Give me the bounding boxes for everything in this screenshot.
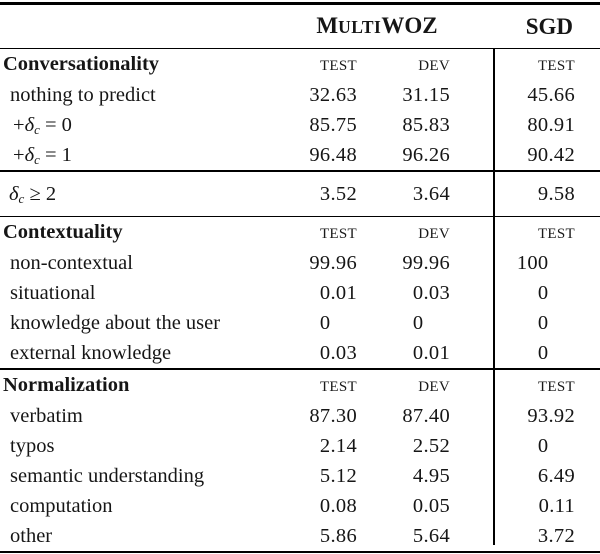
value-cell <box>278 172 357 216</box>
value-cell <box>357 401 450 431</box>
label-part: = 0 <box>39 114 72 136</box>
value-cell <box>450 80 600 110</box>
value: 0.01 <box>412 342 450 364</box>
value-cell <box>450 110 600 140</box>
value-cell <box>357 80 450 110</box>
multiwoz-smallcaps: ULTI <box>338 16 382 37</box>
row-label <box>0 172 278 221</box>
value-cell <box>450 248 600 278</box>
table-row <box>0 401 600 431</box>
row-label: situational <box>10 282 96 304</box>
label-part: δ <box>9 182 19 205</box>
row-label: non-contextual <box>10 252 133 274</box>
label-part: = 1 <box>39 144 72 166</box>
table-section <box>0 49 600 170</box>
value: 0.03 <box>319 342 357 364</box>
table-row <box>0 431 600 461</box>
column-separator-rule <box>493 48 495 545</box>
value: 85.75 <box>309 114 357 136</box>
row-label: other <box>10 524 53 547</box>
value: 99.96 <box>402 252 450 274</box>
value-cell <box>278 431 357 461</box>
table-row <box>0 172 600 216</box>
value: 96.26 <box>402 144 450 166</box>
value: 5.12 <box>319 464 357 487</box>
value-cell <box>357 172 450 216</box>
value-cell <box>450 338 600 368</box>
table-header-row <box>0 5 600 48</box>
value: 87.30 <box>309 404 357 427</box>
value-cell <box>357 491 450 521</box>
table-section <box>0 370 600 551</box>
value: 3.52 <box>319 182 357 205</box>
label-part: + <box>13 114 25 136</box>
value: 2.14 <box>319 434 357 457</box>
value: 99.96 <box>309 252 357 274</box>
value-cell <box>450 461 600 491</box>
value-cell <box>278 278 357 308</box>
value-cell <box>450 172 600 216</box>
label-part: c <box>18 190 25 206</box>
value: 0.03 <box>412 282 450 304</box>
bottom-rule <box>0 551 600 554</box>
value-cell <box>357 461 450 491</box>
column-subheader: TEST <box>537 226 575 242</box>
column-subheader: TEST <box>537 58 575 74</box>
table-row <box>0 248 600 278</box>
value-cell <box>357 110 450 140</box>
value-cell <box>450 140 600 170</box>
row-label: typos <box>10 434 55 457</box>
value-cell <box>278 308 357 338</box>
section-header-row <box>0 370 600 401</box>
value: 0 <box>412 312 424 334</box>
value: 93.92 <box>527 404 575 427</box>
section-title: Normalization <box>3 373 130 396</box>
value: 5.86 <box>319 524 357 547</box>
row-label: knowledge about the user <box>10 312 221 334</box>
row-label <box>0 140 278 175</box>
value: 45.66 <box>527 84 575 106</box>
row-label: computation <box>10 494 113 517</box>
label-part: δ <box>24 114 35 136</box>
value: 32.63 <box>309 84 357 106</box>
column-subheader: TEST <box>319 226 357 242</box>
row-label: verbatim <box>10 404 83 427</box>
value-cell <box>278 110 357 140</box>
value: 6.49 <box>537 464 575 487</box>
value-cell <box>278 140 357 170</box>
table-row <box>0 110 600 140</box>
row-label: nothing to predict <box>10 84 156 106</box>
value-cell <box>278 401 357 431</box>
value-cell <box>357 248 450 278</box>
value: 0.08 <box>319 494 357 517</box>
row-label: semantic understanding <box>10 464 205 487</box>
table-row <box>0 338 600 368</box>
value-cell <box>278 461 357 491</box>
value-cell <box>278 80 357 110</box>
label-part: c <box>34 152 40 167</box>
table-section <box>0 217 600 368</box>
value: 85.83 <box>402 114 450 136</box>
value: 0.05 <box>412 494 450 517</box>
section-header-row <box>0 49 600 80</box>
column-subheader: TEST <box>319 378 357 395</box>
value: 96.48 <box>309 144 357 166</box>
column-subheader: DEV <box>418 378 450 395</box>
value-cell <box>278 491 357 521</box>
table-row <box>0 308 600 338</box>
section-header-row <box>0 217 600 248</box>
value: 87.40 <box>402 404 450 427</box>
table-row <box>0 140 600 170</box>
value-cell <box>357 278 450 308</box>
value: 0 <box>537 312 549 334</box>
label-part: ≥ 2 <box>24 182 57 205</box>
column-subheader: DEV <box>418 58 450 74</box>
label-part: δ <box>24 144 35 166</box>
value: 0 <box>537 282 549 304</box>
column-header-multiwoz <box>291 4 463 49</box>
table-row <box>0 521 600 551</box>
value: 2.52 <box>412 434 450 457</box>
column-subheader: TEST <box>537 378 575 395</box>
value: 5.64 <box>412 524 450 547</box>
value: 80.91 <box>527 114 575 136</box>
label-part: c <box>34 122 40 137</box>
section-title: Conversationality <box>3 53 160 75</box>
value: 3.64 <box>412 182 450 205</box>
value-cell <box>357 140 450 170</box>
table-row <box>0 491 600 521</box>
value-cell <box>450 491 600 521</box>
value: 31.15 <box>402 84 450 106</box>
multiwoz-cap-2: WOZ <box>381 12 438 38</box>
section-title: Contextuality <box>3 221 123 243</box>
value-cell <box>278 338 357 368</box>
value: 9.58 <box>537 182 575 205</box>
value-cell <box>450 521 600 551</box>
value: 4.95 <box>412 464 450 487</box>
table-row <box>0 80 600 110</box>
column-subheader: DEV <box>418 226 450 242</box>
value: 0 <box>319 312 331 334</box>
value: 100 <box>516 252 549 274</box>
value: 0.11 <box>538 494 575 517</box>
value-cell <box>278 248 357 278</box>
value-cell <box>357 338 450 368</box>
column-subheader: TEST <box>319 58 357 74</box>
value: 90.42 <box>527 144 575 166</box>
value-cell <box>450 308 600 338</box>
value-cell <box>357 521 450 551</box>
value-cell <box>450 431 600 461</box>
label-part: + <box>13 144 25 166</box>
value-cell <box>450 278 600 308</box>
value-cell <box>278 521 357 551</box>
value: 0 <box>537 434 549 457</box>
value: 3.72 <box>537 524 575 547</box>
table-body <box>0 49 600 551</box>
table-row <box>0 461 600 491</box>
value: 0 <box>537 342 549 364</box>
column-header-sgd: SGD <box>525 13 573 39</box>
row-label: external knowledge <box>10 342 172 364</box>
multiwoz-cap-1: M <box>316 12 339 38</box>
value-cell <box>357 431 450 461</box>
table-row <box>0 278 600 308</box>
value-cell <box>357 308 450 338</box>
table-section <box>0 172 600 216</box>
value: 0.01 <box>319 282 357 304</box>
value-cell <box>450 401 600 431</box>
